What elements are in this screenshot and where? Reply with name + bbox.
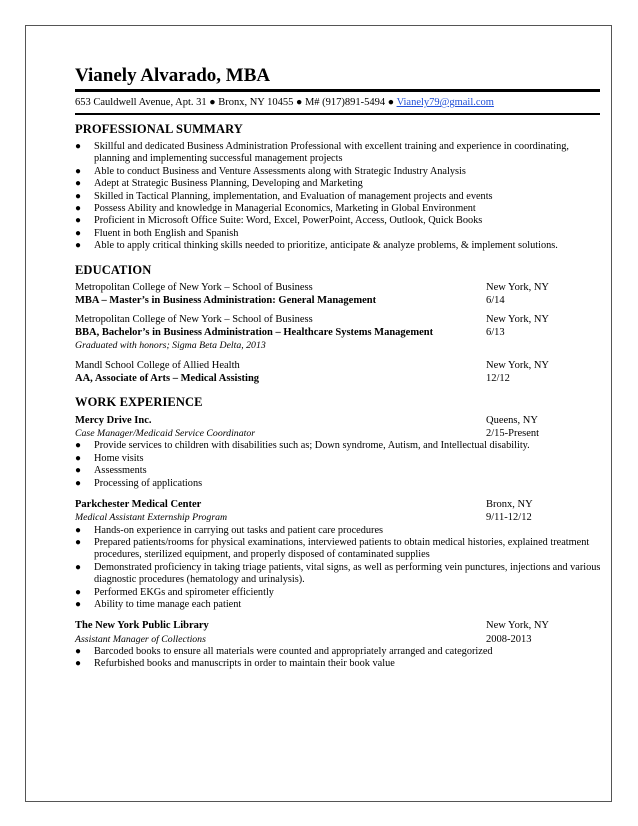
bullet-icon: ● bbox=[75, 227, 82, 239]
bullet-icon: ● bbox=[75, 190, 82, 202]
bullet-icon: ● bbox=[75, 141, 82, 152]
bullet-icon: ● bbox=[75, 440, 82, 452]
job-entry bbox=[75, 619, 605, 670]
list-item: ● Home visits bbox=[75, 452, 144, 464]
bullet-icon: ● bbox=[75, 536, 82, 548]
company-name: The New York Public Library bbox=[75, 620, 209, 632]
job-dates: 2/15-Present bbox=[486, 428, 540, 440]
bullet-icon: ● bbox=[75, 465, 82, 477]
list-item: ● Processing of applications bbox=[75, 477, 203, 489]
job-dates: 9/11-12/12 bbox=[486, 512, 532, 524]
contact-line bbox=[75, 92, 605, 113]
list-item: ● Skillful and dedicated Business Administration Professional with excellent training and experience in coordinating, planning and implementing successful management projects bbox=[75, 141, 569, 165]
education-entry bbox=[75, 281, 605, 307]
list-item: ● Demonstrated proficiency in taking triage patients, vital signs, as well as performing vein punctures, injections and various diagnostic procedures (hematology and urinalysis). bbox=[75, 561, 601, 586]
bullet-icon: ● bbox=[75, 240, 82, 252]
list-item: ● Skilled in Tactical Planning, implementation, and Evaluation of management projects and events bbox=[75, 190, 493, 202]
contact-address: 653 Cauldwell Avenue, Apt. 31 ● Bronx, NY 10455 ● M# (917)891-5494 ● bbox=[75, 97, 397, 108]
bullet-icon: ● bbox=[75, 524, 82, 536]
email-link[interactable]: Vianely79@gmail.com bbox=[396, 97, 494, 108]
bullet-icon: ● bbox=[75, 477, 82, 489]
list-item: ● Ability to time manage each patient bbox=[75, 598, 242, 610]
job-role: Case Manager/Medicaid Service Coordinator bbox=[75, 428, 256, 440]
degree-date: 12/12 bbox=[486, 372, 510, 384]
bullet-icon: ● bbox=[75, 561, 82, 573]
job-role: Medical Assistant Externship Program bbox=[75, 512, 228, 524]
bullet-icon: ● bbox=[75, 165, 82, 177]
company-location: New York, NY bbox=[486, 620, 550, 632]
company-name: Mercy Drive Inc. bbox=[75, 415, 152, 427]
list-item: ● Adept at Strategic Business Planning, Developing and Marketing bbox=[75, 178, 363, 190]
list-item: ● Proficient in Microsoft Office Suite: Word, Excel, PowerPoint, Access, Outlook, Quick Books bbox=[75, 215, 483, 227]
education-entry bbox=[75, 313, 605, 353]
bullet-icon: ● bbox=[75, 598, 82, 610]
school-name: Metropolitan College of New York – School of Business bbox=[75, 281, 313, 293]
degree-name: MBA – Master’s in Business Administration: General Management bbox=[75, 294, 377, 306]
degree-name: AA, Associate of Arts – Medical Assisting bbox=[75, 372, 260, 384]
company-location: Bronx, NY bbox=[486, 499, 533, 511]
resume bbox=[75, 63, 605, 671]
list-item: ● Performed EKGs and spirometer efficiently bbox=[75, 586, 274, 598]
degree-date: 6/14 bbox=[486, 294, 505, 306]
job-bullets bbox=[75, 525, 605, 612]
summary-list bbox=[75, 141, 605, 253]
list-item: ● Barcoded books to ensure all materials were counted and appropriately arranged and categorized bbox=[75, 645, 493, 657]
list-item: ● Able to apply critical thinking skills needed to prioritize, anticipate & analyze problems, & implement solutions. bbox=[75, 240, 558, 252]
bullet-icon: ● bbox=[75, 203, 82, 215]
bullet-icon: ● bbox=[75, 215, 82, 227]
school-location: New York, NY bbox=[486, 314, 550, 326]
bullet-icon: ● bbox=[75, 586, 82, 598]
list-item: ● Assessments bbox=[75, 465, 147, 477]
school-name: Mandl School College of Allied Health bbox=[75, 359, 240, 371]
list-item: ● Fluent in both English and Spanish bbox=[75, 227, 239, 239]
job-role: Assistant Manager of Collections bbox=[75, 633, 206, 645]
list-item: ● Possess Ability and knowledge in Managerial Economics, Marketing in Global Environment bbox=[75, 203, 476, 215]
job-entry bbox=[75, 498, 605, 611]
list-item: ● Provide services to children with disabilities such as; Down syndrome, Autism, and Intellectual disability. bbox=[75, 440, 530, 452]
school-location: New York, NY bbox=[486, 281, 550, 293]
bullet-icon: ● bbox=[75, 658, 82, 670]
job-bullets bbox=[75, 646, 605, 671]
job-dates: 2008-2013 bbox=[486, 633, 532, 645]
honors: Graduated with honors; Sigma Beta Delta, 2013 bbox=[75, 340, 266, 352]
education-entry bbox=[75, 359, 605, 385]
header-rule-bottom bbox=[75, 113, 600, 115]
company-name: Parkchester Medical Center bbox=[75, 499, 202, 511]
experience-title: WORK EXPERIENCE bbox=[75, 395, 203, 410]
summary-title: PROFESSIONAL SUMMARY bbox=[75, 122, 243, 136]
bullet-icon: ● bbox=[75, 178, 82, 190]
job-bullets bbox=[75, 440, 605, 490]
list-item: ● Prepared patients/rooms for physical examinations, interviewed patients to obtain medical histories, explained treatment procedures, sterilized equipment, and properly disposed of contaminated supplies bbox=[75, 536, 590, 561]
job-entry bbox=[75, 414, 605, 490]
list-item: ● Able to conduct Business and Venture Assessments along with Strategic Industry Analysis bbox=[75, 165, 466, 177]
list-item: ● Refurbished books and manuscripts in order to maintain their book value bbox=[75, 658, 395, 670]
school-location: New York, NY bbox=[486, 359, 550, 371]
bullet-icon: ● bbox=[75, 645, 82, 657]
candidate-name: Vianely Alvarado, MBA bbox=[75, 65, 271, 86]
degree-name: BBA, Bachelor’s in Business Administration – Healthcare Systems Management bbox=[75, 327, 434, 339]
degree-date: 6/13 bbox=[486, 327, 505, 339]
school-name: Metropolitan College of New York – School of Business bbox=[75, 314, 313, 326]
list-item: ● Hands-on experience in carrying out tasks and patient care procedures bbox=[75, 524, 384, 536]
bullet-icon: ● bbox=[75, 452, 82, 464]
education-title: EDUCATION bbox=[75, 262, 152, 277]
company-location: Queens, NY bbox=[486, 415, 538, 427]
